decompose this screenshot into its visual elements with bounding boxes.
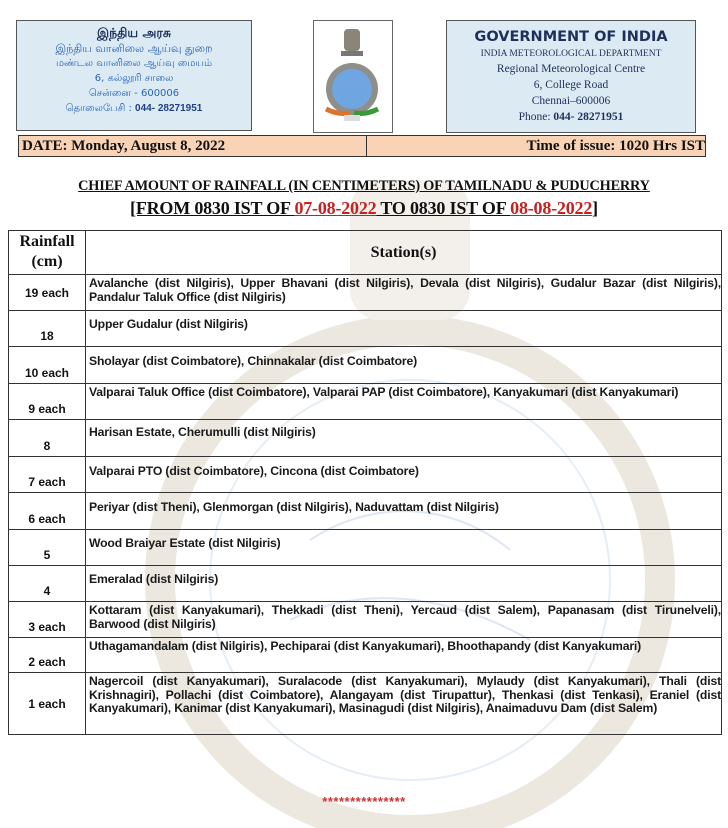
time-of-issue: Time of issue: 1020 Hrs IST xyxy=(526,138,705,154)
rainfall-amount: 6 each xyxy=(9,493,86,530)
report-date: DATE: Monday, August 8, 2022 xyxy=(19,136,367,156)
table-row xyxy=(9,384,722,420)
rainfall-amount: 4 xyxy=(9,566,86,602)
station-list: Kottaram (dist Kanyakumari), Thekkadi (dist Theni), Yercaud (dist Salem), Papanasam (dist Tirunelveli), Barwood (dist Nilgiris) xyxy=(86,602,722,638)
header-rainfall-unit: (cm) xyxy=(31,253,63,270)
table-row xyxy=(9,347,722,384)
english-address-box xyxy=(446,20,696,133)
phone-number: 044- 28271951 xyxy=(553,111,624,123)
end-marker: *************** xyxy=(322,794,406,809)
period-to-date: 08-08-2022 xyxy=(510,198,593,218)
table-row xyxy=(9,420,722,457)
rainfall-amount: 10 each xyxy=(9,347,86,384)
rainfall-amount: 18 xyxy=(9,311,86,347)
table-row xyxy=(9,457,722,493)
tamil-city: சென்னை - 600006 xyxy=(88,88,180,99)
rainfall-amount: 7 each xyxy=(9,457,86,493)
tamil-phone xyxy=(17,101,251,116)
station-list: Emeralad (dist Nilgiris) xyxy=(86,566,722,602)
table-row xyxy=(9,566,722,602)
tamil-phone-label: தொலைபேசி : xyxy=(65,103,136,114)
station-list: Uthagamandalam (dist Nilgiris), Pechiparai (dist Kanyakumari), Bhoothapandy (dist Kanyakumari) xyxy=(86,638,722,673)
date-bar xyxy=(18,135,706,157)
tamil-department: இந்திய வானிலை ஆய்வு துறை xyxy=(55,42,213,55)
period-suffix: ] xyxy=(592,198,598,218)
rainfall-amount: 2 each xyxy=(9,638,86,673)
tamil-address-box xyxy=(16,20,252,131)
gov-title: GOVERNMENT OF INDIA xyxy=(474,29,668,45)
period-from-date: 07-08-2022 xyxy=(294,198,377,218)
station-list: Wood Braiyar Estate (dist Nilgiris) xyxy=(86,530,722,566)
station-list: Nagercoil (dist Kanyakumari), Suralacode (dist Kanyakumari), Mylaudy (dist Kanyakumari), Thali (dist Krishnagiri), Pollachi (dist Coimbatore), Alangayam (dist Tirupattur), Thenkasi (dist Tenkasi), Eraniel (dist Kanyakumari), Kanimar (dist Kanyakumari), Masinagudi (dist Nilgiris), Anaimaduvu Dam (dist Salem) xyxy=(86,673,722,735)
tamil-centre: மண்டல வானிலை ஆய்வு மையம் xyxy=(55,58,212,69)
rainfall-amount: 8 xyxy=(9,420,86,457)
table-row xyxy=(9,493,722,530)
report-period xyxy=(0,198,728,219)
rainfall-amount: 3 each xyxy=(9,602,86,638)
rainfall-amount: 9 each xyxy=(9,384,86,420)
period-from-prefix: [FROM 0830 IST OF xyxy=(130,198,295,218)
station-list: Valparai PTO (dist Coimbatore), Cincona (dist Coimbatore) xyxy=(86,457,722,493)
station-list: Avalanche (dist Nilgiris), Upper Bhavani (dist Nilgiris), Devala (dist Nilgiris), Gudalur Bazar (dist Nilgiris), Pandalur Taluk Office (dist Nilgiris) xyxy=(86,275,722,311)
table-row xyxy=(9,638,722,673)
imd-emblem-icon xyxy=(314,21,391,131)
department-name: INDIA METEOROLOGICAL DEPARTMENT xyxy=(480,49,662,59)
rainfall-amount: 1 each xyxy=(9,673,86,735)
table-row xyxy=(9,673,722,735)
tamil-street: 6, கல்லூரி சாலை xyxy=(94,73,174,84)
phone-label: Phone: xyxy=(518,111,554,123)
table-header-row xyxy=(9,231,722,275)
station-list: Harisan Estate, Cherumulli (dist Nilgiris) xyxy=(86,420,722,457)
station-list: Periyar (dist Theni), Glenmorgan (dist Nilgiris), Naduvattam (dist Nilgiris) xyxy=(86,493,722,530)
report-title: CHIEF AMOUNT OF RAINFALL (IN CENTIMETERS) OF TAMILNADU & PUDUCHERRY xyxy=(78,178,650,194)
phone-line xyxy=(447,109,695,125)
table-row xyxy=(9,311,722,347)
period-to-mid: TO 0830 IST OF xyxy=(376,198,511,218)
emblem-frame xyxy=(313,20,393,133)
table-row xyxy=(9,530,722,566)
table-row xyxy=(9,602,722,638)
rainfall-amount: 5 xyxy=(9,530,86,566)
tamil-title: இந்திய அரசு xyxy=(97,25,171,40)
city-address: Chennai–600006 xyxy=(531,95,611,107)
table-row xyxy=(9,275,722,311)
station-list: Valparai Taluk Office (dist Coimbatore), Valparai PAP (dist Coimbatore), Kanyakumari (dist Kanyakumari) xyxy=(86,384,722,420)
centre-name: Regional Meteorological Centre xyxy=(496,63,646,75)
station-list: Sholayar (dist Coimbatore), Chinnakalar (dist Coimbatore) xyxy=(86,347,722,384)
header-rainfall xyxy=(9,231,86,275)
rainfall-amount: 19 each xyxy=(9,275,86,311)
tamil-phone-number: 044- 28271951 xyxy=(135,103,203,114)
station-list: Upper Gudalur (dist Nilgiris) xyxy=(86,311,722,347)
street-address: 6, College Road xyxy=(533,79,609,91)
header-rainfall-line1: Rainfall xyxy=(19,233,75,250)
rainfall-table xyxy=(8,230,722,735)
header-stations: Station(s) xyxy=(86,231,722,275)
